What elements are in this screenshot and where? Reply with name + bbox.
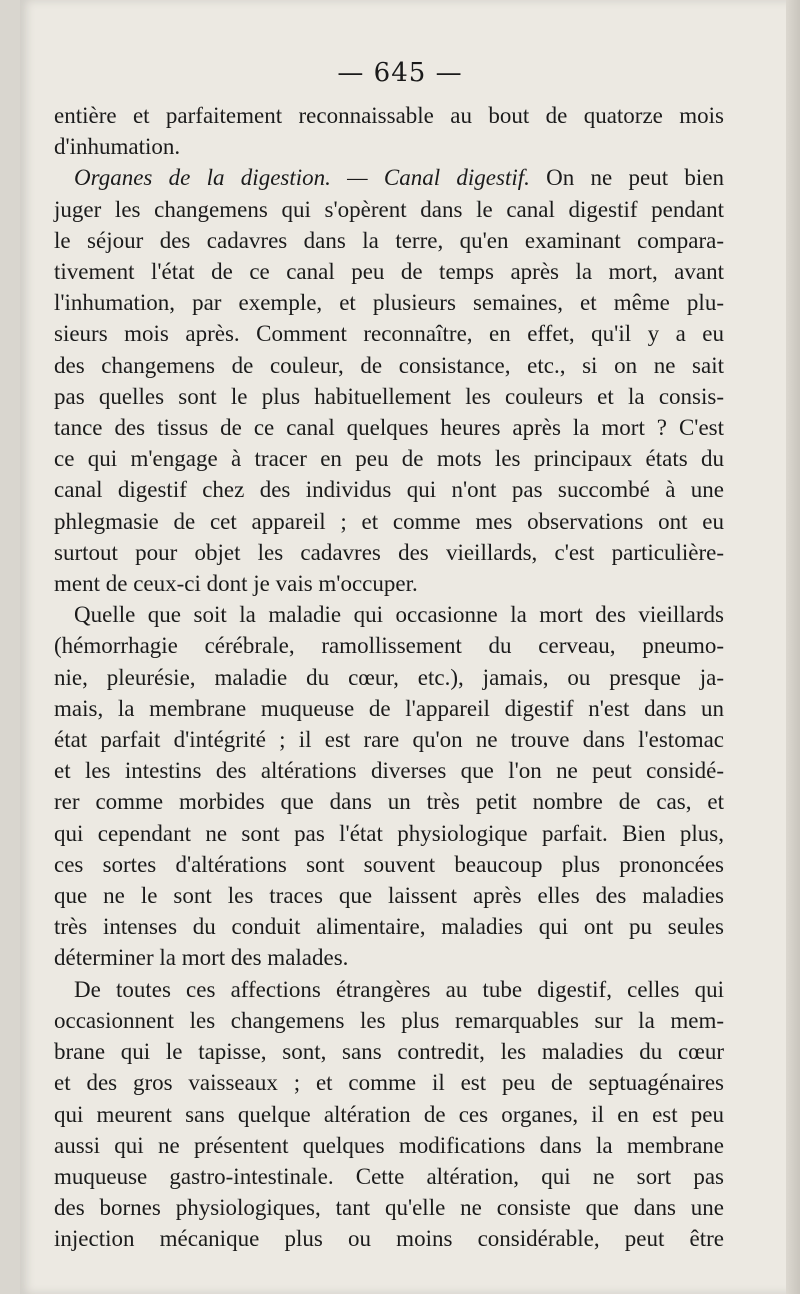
text-line: De toutes ces affections étrangères au tube digestif, celles qui <box>74 976 724 1002</box>
text-line: muqueuse gastro-intestinale. Cette altération, qui ne sort pas <box>54 1163 724 1189</box>
text-line: ces sortes d'altérations sont souvent beaucoup plus prononcées <box>54 851 724 877</box>
section-heading-line <box>54 162 724 193</box>
text-line: des bornes physiologiques, tant qu'elle ne consiste que dans une <box>54 1195 724 1221</box>
text-line: déterminer la mort des malades. <box>54 945 349 971</box>
text-line: entière et parfaitement reconnaissable au bout de quatorze mois <box>54 103 724 128</box>
text-line: ce qui m'engage à tracer en peu de mots les principaux états du <box>54 446 724 472</box>
text-line: aussi qui ne présentent quelques modifications dans la membrane <box>54 1132 724 1158</box>
text-line: sieurs mois après. Comment reconnaître, en effet, qu'il y a eu <box>54 321 724 347</box>
text-line: phlegmasie de cet appareil ; et comme mes observations ont eu <box>54 508 724 534</box>
body-text <box>54 100 724 1255</box>
text-line: état parfait d'intégrité ; il est rare qu'on ne trouve dans l'estomac <box>54 727 724 753</box>
text-line: et les intestins des altérations diverses que l'on ne peut considé- <box>54 758 724 784</box>
text-line: ment de ceux-ci dont je vais m'occuper. <box>54 571 418 597</box>
text-fragment: On ne peut bien <box>529 165 725 191</box>
text-line: et des gros vaisseaux ; et comme il est peu de septuagénaires <box>54 1070 724 1096</box>
text-line: d'inhumation. <box>54 134 181 160</box>
text-line: occasionnent les changemens les plus remarquables sur la mem- <box>54 1007 724 1033</box>
page-number: — 645 — <box>337 58 463 88</box>
text-line: qui meurent sans quelque altération de ces organes, il en est peu <box>54 1101 724 1127</box>
text-line: l'inhumation, par exemple, et plusieurs semaines, et même plu- <box>54 290 724 316</box>
text-line: juger les changemens qui s'opèrent dans le canal digestif pendant <box>54 196 724 222</box>
text-line: mais, la membrane muqueuse de l'appareil digestif n'est dans un <box>54 695 724 721</box>
text-line: (hémorrhagie cérébrale, ramollissement du cerveau, pneumo- <box>54 633 724 659</box>
text-line: le séjour des cadavres dans la terre, qu'en examinant compara- <box>54 227 724 253</box>
text-line: très intenses du conduit alimentaire, maladies qui ont pu seules <box>54 914 724 940</box>
text-line: canal digestif chez des individus qui n'ont pas succombé à une <box>54 477 724 503</box>
text-line: nie, pleurésie, maladie du cœur, etc.), jamais, ou presque ja- <box>54 664 724 690</box>
text-line: qui cependant ne sont pas l'état physiologique parfait. Bien plus, <box>54 820 724 846</box>
text-line: rer comme morbides que dans un très petit nombre de cas, et <box>54 789 724 815</box>
text-line: brane qui le tapisse, sont, sans contredit, les maladies du cœur <box>54 1039 724 1065</box>
section-heading: Organes de la digestion. — Canal digestif. <box>74 165 530 191</box>
text-line: des changemens de couleur, de consistance, etc., si on ne sait <box>54 352 724 378</box>
text-line: injection mécanique plus ou moins considérable, peut être <box>54 1226 724 1252</box>
text-line: que ne le sont les traces que laissent après elles des maladies <box>54 883 724 909</box>
text-line: pas quelles sont le plus habituellement les couleurs et la consis- <box>54 383 724 409</box>
page-edge <box>786 0 800 1294</box>
text-line: surtout pour objet les cadavres des vieillards, c'est particulière- <box>54 539 724 565</box>
text-line: tance des tissus de ce canal quelques heures après la mort ? C'est <box>54 415 724 441</box>
text-line: Quelle que soit la maladie qui occasionne la mort des vieillards <box>74 602 724 628</box>
text-line: tivement l'état de ce canal peu de temps après la mort, avant <box>54 259 724 285</box>
